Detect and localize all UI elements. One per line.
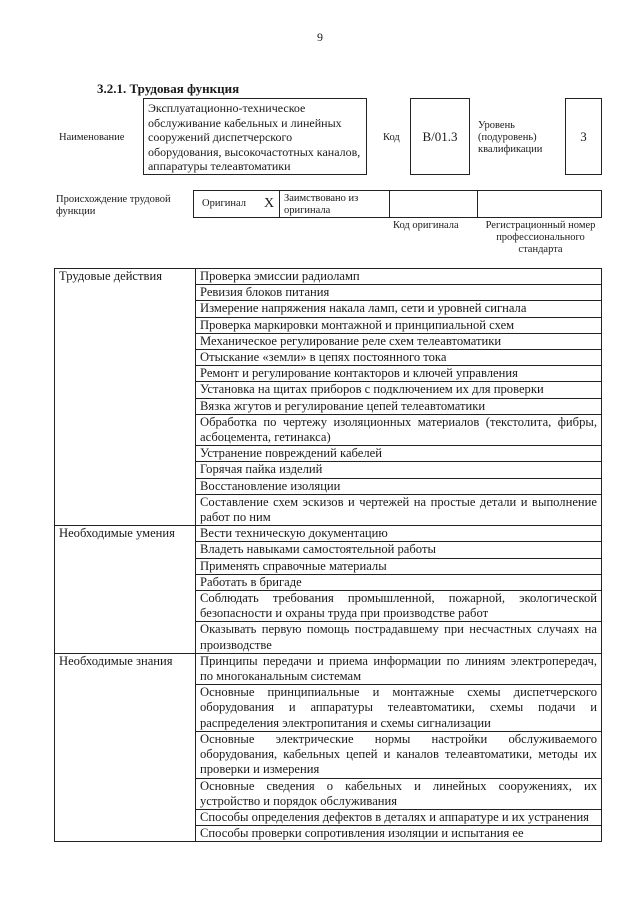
item-cell: Оказывать первую помощь пострадавшему при несчастных случаях на производстве xyxy=(196,622,602,653)
item-cell: Проверка эмиссии радиоламп xyxy=(196,269,602,285)
code-label: Код xyxy=(383,132,400,143)
page-number: 9 xyxy=(317,30,323,44)
item-cell: Применять справочные материалы xyxy=(196,558,602,574)
item-cell: Обработка по чертежу изоляционных материалов (текстолита, фибры, асбоцемента, гетинакса) xyxy=(196,414,602,445)
item-cell: Проверка маркировки монтажной и принципиальной схем xyxy=(196,317,602,333)
item-cell: Установка на щитах приборов с подключением их для проверки xyxy=(196,382,602,398)
origin-label: Происхождение трудовой функции xyxy=(56,194,171,217)
category-cell: Трудовые действия xyxy=(55,269,196,526)
level-label: Уровень (подуровень) квалификации xyxy=(478,120,543,155)
item-cell: Способы проверки сопротивления изоляции и испытания ее xyxy=(196,826,602,842)
item-cell: Основные сведения о кабельных и линейных сооружениях, их устройство и порядок обслуживания xyxy=(196,778,602,809)
item-cell: Горячая пайка изделий xyxy=(196,462,602,478)
original-cell xyxy=(194,191,280,217)
original-code-caption: Код оригинала xyxy=(393,220,459,231)
borrowed-cell: Заимствовано из оригинала xyxy=(280,191,390,217)
category-cell: Необходимые знания xyxy=(55,653,196,841)
item-cell: Владеть навыками самостоятельной работы xyxy=(196,542,602,558)
item-cell: Способы определения дефектов в деталях и аппаратуре и их устранения xyxy=(196,809,602,825)
table-row xyxy=(55,269,602,285)
reg-number-caption: Регистрационный номер профессионального стандарта xyxy=(485,220,596,255)
reg-number-cell xyxy=(478,191,601,217)
item-cell: Работать в бригаде xyxy=(196,574,602,590)
item-cell: Измерение напряжения накала ламп, сети и уровней сигнала xyxy=(196,301,602,317)
category-cell: Необходимые умения xyxy=(55,526,196,654)
item-cell: Восстановление изоляции xyxy=(196,478,602,494)
table-row xyxy=(55,526,602,542)
table-row xyxy=(55,653,602,684)
item-cell: Составление схем эскизов и чертежей на простые детали и выполнение работ по ним xyxy=(196,494,602,525)
item-cell: Основные электрические нормы настройки обслуживаемого оборудования, кабельных цепей и каналов телеавтоматики, методы их проверки и измерения xyxy=(196,731,602,778)
item-cell: Ревизия блоков питания xyxy=(196,285,602,301)
name-label: Наименование xyxy=(59,132,125,143)
item-cell: Соблюдать требования промышленной, пожарной, экологической безопасности и охраны труда при производстве работ xyxy=(196,591,602,622)
origin-row xyxy=(193,190,602,218)
section-title: 3.2.1. Трудовая функция xyxy=(97,81,240,96)
function-code-box: B/01.3 xyxy=(410,98,470,175)
item-cell: Вязка жгутов и регулирование цепей телеавтоматики xyxy=(196,398,602,414)
item-cell: Вести техническую документацию xyxy=(196,526,602,542)
level-value-box: 3 xyxy=(565,98,602,175)
function-name-box: Эксплуатационно-техническое обслуживание кабельных и линейных сооружений диспетчерского оборудования, высокочастотных каналов, аппаратуры телеавтоматики xyxy=(143,98,367,175)
original-label: Оригинал xyxy=(202,198,246,209)
function-details-table xyxy=(54,268,602,842)
item-cell: Основные принципиальные и монтажные схемы диспетчерского оборудования и аппаратуры телеавтоматики, схемы подачи и распределения электропитания и схемы сигнализации xyxy=(196,685,602,732)
item-cell: Механическое регулирование реле схем телеавтоматики xyxy=(196,333,602,349)
original-mark: X xyxy=(264,196,275,211)
item-cell: Ремонт и регулирование контакторов и ключей управления xyxy=(196,366,602,382)
original-code-cell xyxy=(390,191,478,217)
item-cell: Устранение повреждений кабелей xyxy=(196,446,602,462)
item-cell: Отыскание «земли» в цепях постоянного тока xyxy=(196,350,602,366)
item-cell: Принципы передачи и приема информации по линиям электропередач, по многоканальным системам xyxy=(196,653,602,684)
